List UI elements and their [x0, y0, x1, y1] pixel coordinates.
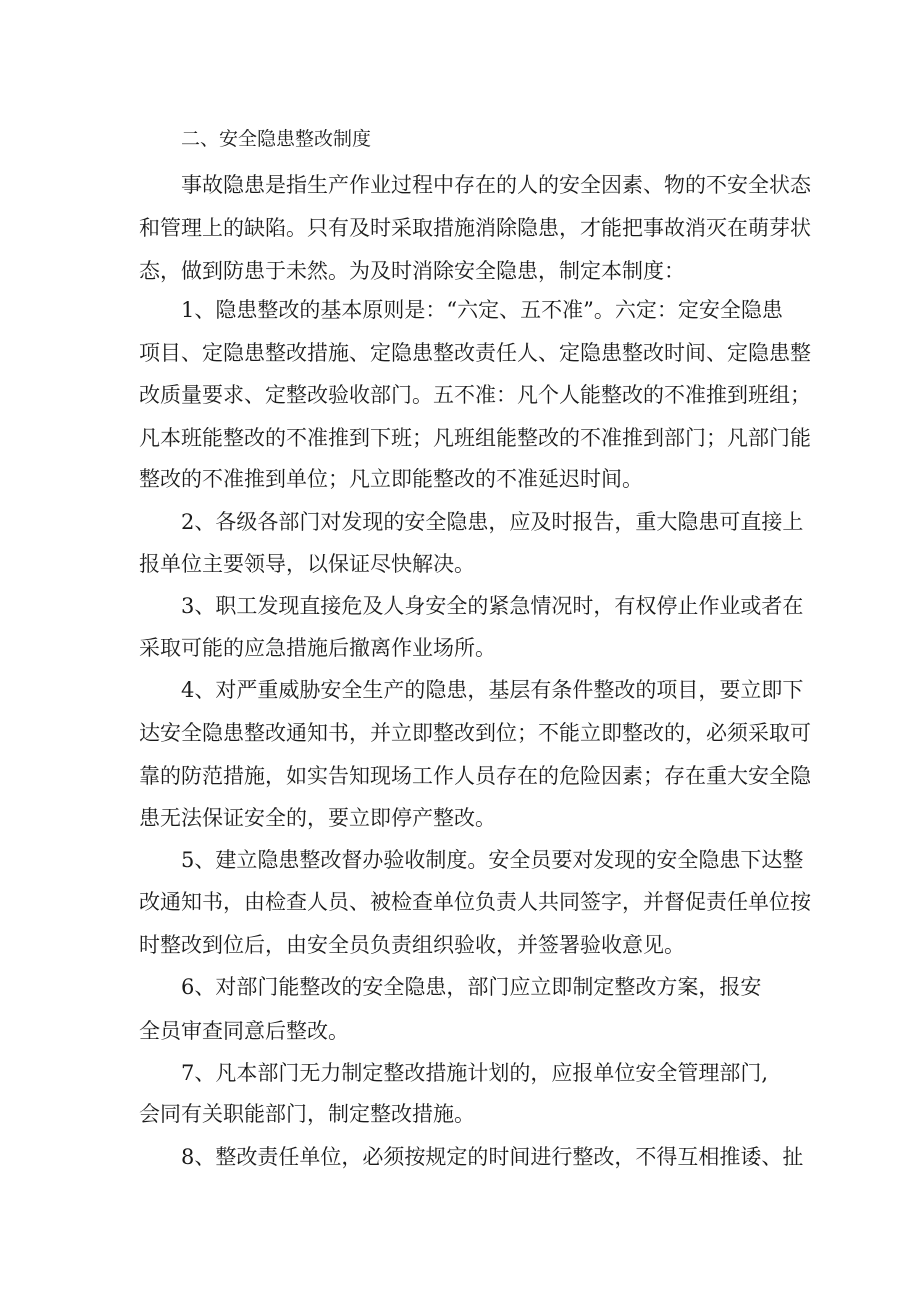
paragraph-line: 态，做到防患于未然。为及时消除安全隐患，制定本制度： — [139, 259, 685, 283]
paragraph-line: 和管理上的缺陷。只有及时采取措施消除隐患，才能把事故消灭在萌芽状 — [139, 216, 811, 240]
paragraph-line: 采取可能的应急措施后撤离作业场所。 — [139, 636, 496, 660]
paragraph-line: 改通知书，由检查人员、被检查单位负责人共同签字，并督促责任单位按 — [139, 890, 811, 914]
paragraph-line: 全员审查同意后整改。 — [139, 1019, 349, 1043]
paragraph-line: 时整改到位后，由安全员负责组织验收，并签署验收意见。 — [139, 933, 685, 957]
paragraph-line: 凡本班能整改的不准推到下班；凡班组能整改的不准推到部门；凡部门能 — [139, 426, 811, 450]
paragraph-line: 8、整改责任单位，必须按规定的时间进行整改，不得互相推诿、扯 — [181, 1145, 804, 1169]
paragraph-line: 整改的不准推到单位；凡立即能整改的不准延迟时间。 — [139, 467, 643, 491]
paragraph-line: 4、对严重威胁安全生产的隐患，基层有条件整改的项目，要立即下 — [181, 678, 804, 702]
paragraph-line: 1、隐患整改的基本原则是：“六定、五不准”。六定：定安全隐患 — [181, 298, 783, 322]
paragraph-line: 项目、定隐患整改措施、定隐患整改责任人、定隐患整改时间、定隐患整 — [139, 341, 811, 365]
paragraph-line: 会同有关职能部门，制定整改措施。 — [139, 1102, 475, 1126]
paragraph-line: 2、各级各部门对发现的安全隐患，应及时报告，重大隐患可直接上 — [181, 510, 804, 534]
paragraph-line: 靠的防范措施，如实告知现场工作人员存在的危险因素；存在重大安全隐 — [139, 764, 811, 788]
paragraph-line: 7、凡本部门无力制定整改措施计划的，应报单位安全管理部门, — [181, 1061, 769, 1085]
paragraph-line: 事故隐患是指生产作业过程中存在的人的安全因素、物的不安全状态 — [181, 173, 811, 197]
paragraph-line: 报单位主要领导，以保证尽快解决。 — [139, 552, 475, 576]
paragraph-line: 达安全隐患整改通知书，并立即整改到位；不能立即整改的，必须采取可 — [139, 721, 811, 745]
paragraph-line: 6、对部门能整改的安全隐患，部门应立即制定整改方案，报安 — [181, 975, 762, 999]
paragraph-line: 患无法保证安全的，要立即停产整改。 — [139, 806, 496, 830]
section-heading: 二、安全隐患整改制度 — [181, 128, 372, 150]
paragraph-line: 5、建立隐患整改督办验收制度。安全员要对发现的安全隐患下达整 — [181, 848, 804, 872]
paragraph-line: 3、职工发现直接危及人身安全的紧急情况时，有权停止作业或者在 — [181, 594, 804, 618]
paragraph-line: 改质量要求、定整改验收部门。五不准：凡个人能整改的不准推到班组； — [139, 383, 811, 407]
